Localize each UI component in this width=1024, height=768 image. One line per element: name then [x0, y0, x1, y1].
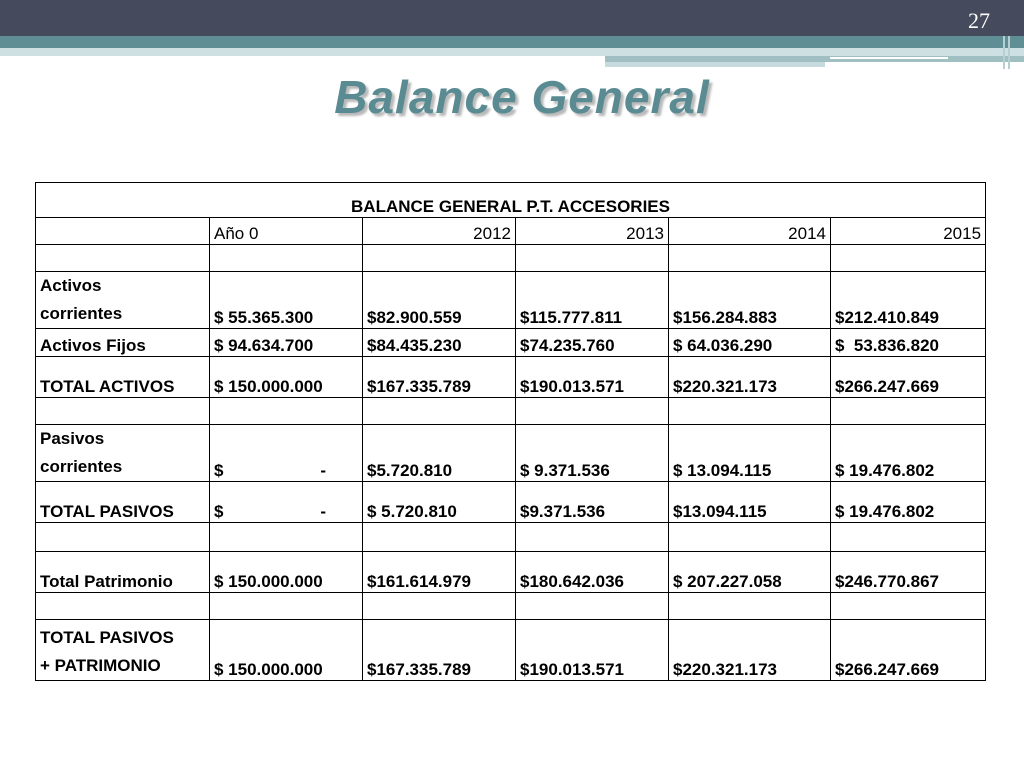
- table-cell: $212.410.849: [831, 272, 986, 329]
- dash-sign: -: [320, 502, 326, 521]
- table-cell: [516, 245, 669, 272]
- table-row: [36, 620, 986, 681]
- table-cell: $156.284.883: [669, 272, 831, 329]
- dash-value: [214, 502, 326, 522]
- balance-table: [35, 182, 986, 681]
- page-number: 27: [968, 8, 990, 33]
- table-cell: $ 53.836.820: [831, 329, 986, 357]
- table-cell: $9.371.536: [516, 482, 669, 523]
- table-cell: $13.094.115: [669, 482, 831, 523]
- decor-stripe: [605, 62, 825, 67]
- row-label: [36, 425, 210, 482]
- table-cell: [210, 398, 363, 425]
- table-cell: [516, 398, 669, 425]
- table-cell: [516, 593, 669, 620]
- table-cell: $82.900.559: [363, 272, 516, 329]
- table-cell: $ 5.720.810: [363, 482, 516, 523]
- row-label-line: + PATRIMONIO: [40, 656, 161, 675]
- table-cell: [210, 523, 363, 552]
- table-cell: $ 13.094.115: [669, 425, 831, 482]
- table-cell: [36, 398, 210, 425]
- table-cell: $190.013.571: [516, 357, 669, 398]
- table-cell: [669, 523, 831, 552]
- table-title-row: [36, 183, 986, 218]
- decor-stripe: [830, 57, 948, 59]
- currency-sign: $: [214, 502, 224, 521]
- year-header-row: [36, 218, 986, 245]
- dash-sign: -: [320, 461, 326, 480]
- table-row: [36, 425, 986, 482]
- currency-sign: $: [214, 461, 224, 480]
- table-cell: $266.247.669: [831, 620, 986, 681]
- table-cell: [363, 593, 516, 620]
- decor-line: [1008, 36, 1010, 69]
- table-cell: [36, 593, 210, 620]
- table-cell: $190.013.571: [516, 620, 669, 681]
- table-row: [36, 482, 986, 523]
- table-cell: $266.247.669: [831, 357, 986, 398]
- year-header: Año 0: [210, 218, 363, 245]
- table-cell: $180.642.036: [516, 552, 669, 593]
- table-cell: $220.321.173: [669, 357, 831, 398]
- year-header: 2012: [363, 218, 516, 245]
- table-cell: $ 19.476.802: [831, 482, 986, 523]
- table-cell: [831, 523, 986, 552]
- year-header: 2013: [516, 218, 669, 245]
- table-cell: [363, 398, 516, 425]
- year-header: 2015: [831, 218, 986, 245]
- slide-title: Balance General: [334, 71, 710, 123]
- empty-row: [36, 245, 986, 272]
- table-cell: [516, 523, 669, 552]
- table-cell: [363, 523, 516, 552]
- decor-line: [1003, 36, 1005, 69]
- table-cell: $ 64.036.290: [669, 329, 831, 357]
- header-band: [0, 0, 1024, 36]
- table-cell: $167.335.789: [363, 357, 516, 398]
- row-label-line: corrientes: [40, 304, 123, 323]
- row-label: TOTAL PASIVOS: [36, 482, 210, 523]
- table-cell: $220.321.173: [669, 620, 831, 681]
- year-header: 2014: [669, 218, 831, 245]
- row-label-line: TOTAL PASIVOS: [40, 628, 174, 647]
- row-label-line: Activos: [40, 276, 102, 295]
- table-cell: $ 9.371.536: [516, 425, 669, 482]
- table-cell: $84.435.230: [363, 329, 516, 357]
- row-label: Activos Fijos: [36, 329, 210, 357]
- decor-stripe: [0, 36, 1024, 48]
- empty-row: [36, 398, 986, 425]
- table-cell: $ 55.365.300: [210, 272, 363, 329]
- table-cell: [669, 593, 831, 620]
- table-cell: [36, 245, 210, 272]
- table-row: [36, 357, 986, 398]
- table-cell: [831, 593, 986, 620]
- table-cell: $167.335.789: [363, 620, 516, 681]
- table-cell: [669, 398, 831, 425]
- table-cell: [210, 245, 363, 272]
- table-row: [36, 272, 986, 329]
- row-label: Total Patrimonio: [36, 552, 210, 593]
- decor-stripe: [0, 48, 1024, 56]
- table-title: BALANCE GENERAL P.T. ACCESORIES: [36, 183, 986, 218]
- table-cell: $74.235.760: [516, 329, 669, 357]
- table-cell: $ 150.000.000: [210, 620, 363, 681]
- table-cell: $ 150.000.000: [210, 552, 363, 593]
- row-label: [36, 272, 210, 329]
- empty-row: [36, 593, 986, 620]
- table-cell: $5.720.810: [363, 425, 516, 482]
- table-cell: [831, 398, 986, 425]
- table-cell: [36, 523, 210, 552]
- table-cell: [363, 245, 516, 272]
- table-cell: $ 19.476.802: [831, 425, 986, 482]
- table-cell: [669, 245, 831, 272]
- empty-row: [36, 523, 986, 552]
- table-row: [36, 552, 986, 593]
- table-cell: $246.770.867: [831, 552, 986, 593]
- table-cell: [210, 482, 363, 523]
- table-cell: $115.777.811: [516, 272, 669, 329]
- table-row: [36, 329, 986, 357]
- table-cell: $161.614.979: [363, 552, 516, 593]
- table-cell: [210, 593, 363, 620]
- table-cell: $ 150.000.000: [210, 357, 363, 398]
- dash-value: [214, 461, 326, 481]
- table-cell: $ 94.634.700: [210, 329, 363, 357]
- row-label-line: corrientes: [40, 457, 123, 476]
- table-cell: [831, 245, 986, 272]
- table-cell: [36, 218, 210, 245]
- row-label: TOTAL ACTIVOS: [36, 357, 210, 398]
- row-label: [36, 620, 210, 681]
- table-cell: $ 207.227.058: [669, 552, 831, 593]
- row-label-line: Pasivos: [40, 429, 105, 448]
- table-cell: [210, 425, 363, 482]
